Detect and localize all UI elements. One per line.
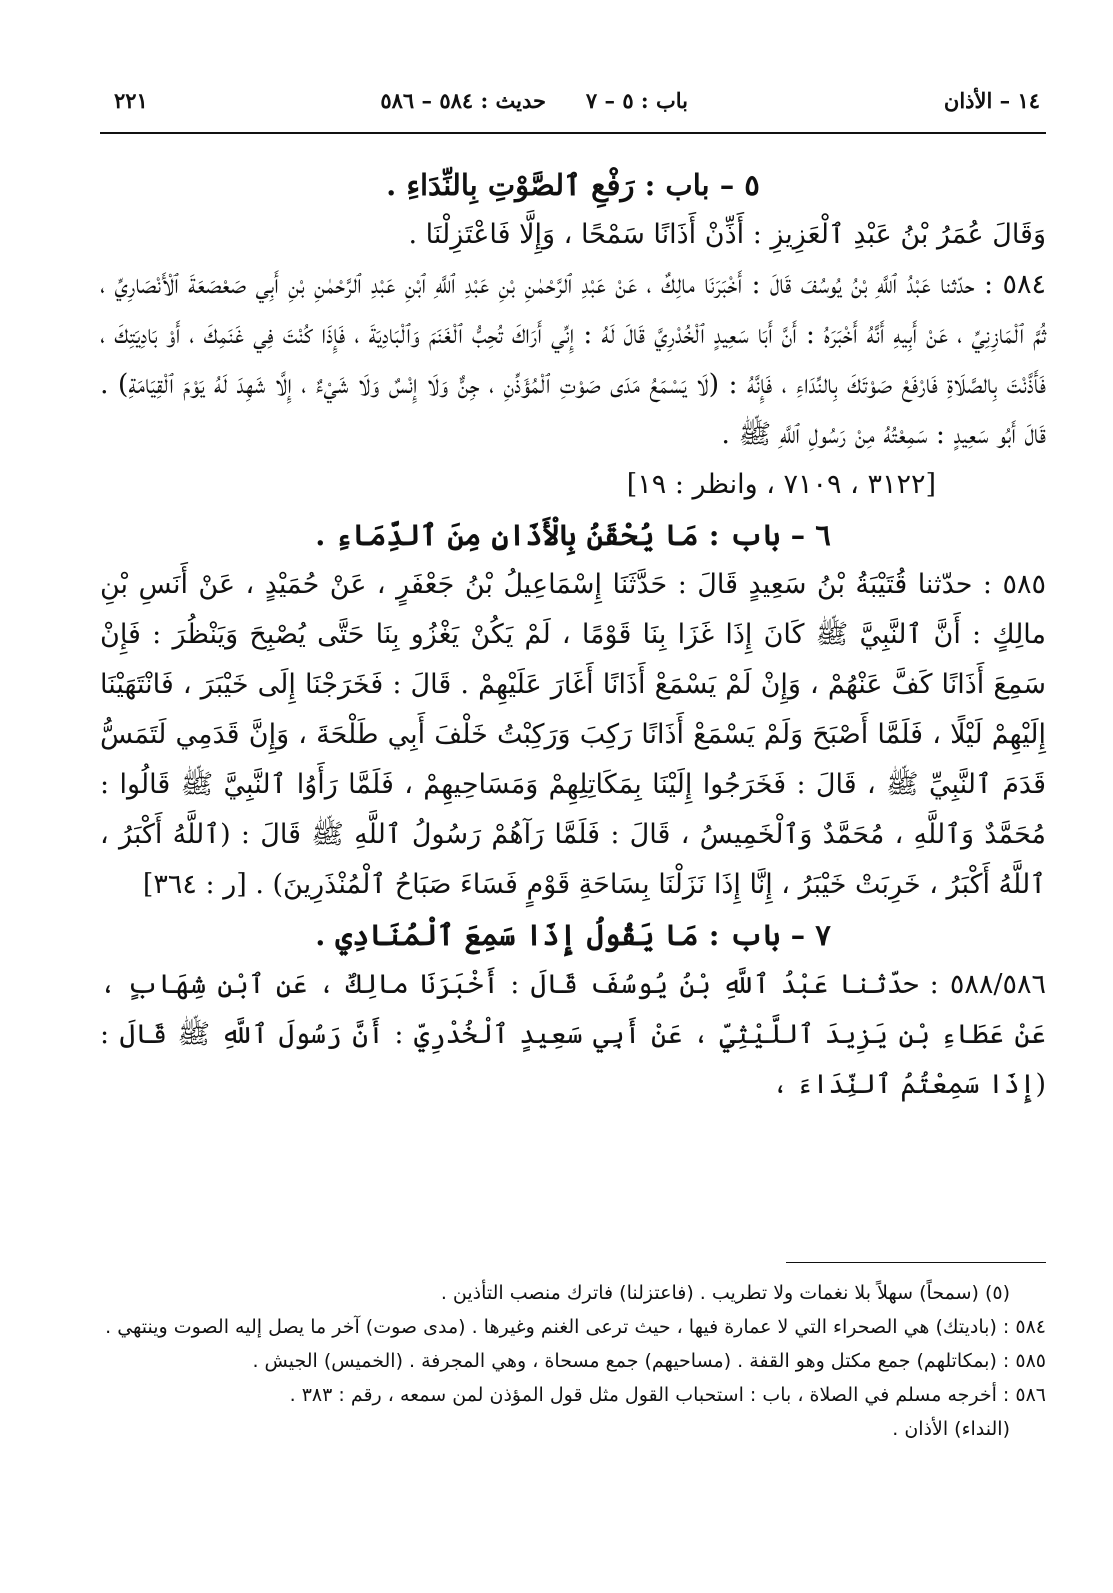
chapter-label: ٦ – باب : bbox=[708, 518, 831, 552]
chapter-title: رَفْعِ ٱلصَّوْتِ بِالنِّدَاءِ . bbox=[386, 168, 635, 202]
chapter-title: مَا يَقُولُ إِذَا سَمِعَ ٱلْمُنَادِي . bbox=[315, 918, 699, 952]
footnote-586-gloss: (النداء) الأذان . bbox=[892, 1418, 1010, 1440]
main-text bbox=[100, 160, 1046, 1110]
hadith-584: ٥٨٤ : حدّثنا عَبْدُ ٱللَّهِ بْنُ يُوسُفَ قَالَ : أَخْبَرَنَا مالِكٌ ، عَنْ عَبْدِ ٱلرَّحْمٰنِ بْنِ عَبْدِ ٱللَّهِ ٱبْنِ عَبْدِ ٱلرَّحْمٰنِ بْنِ أَبِي صَعْصَعَةَ ٱلْأَنْصَارِيِّ ، ثُمَّ ٱلْمَازِنِيِّ ، عَنْ أَبِيهِ أَنَّهُ أَخْبَرَهُ : أَنَّ أَبَا سَعِيدٍ ٱلْخُدْرِيَّ قَالَ لَهُ : إِنِّي أَرَاكَ تُحِبُّ ٱلْغَنَمَ وَٱلْبَادِيَةَ ، فَإِذَا كُنْتَ فِي غَنَمِكَ ، أَوْ بَادِيَتِكَ ، فَأَذَّنْتَ بِالصَّلَاةِ فَارْفَعْ صَوْتَكَ بِالنِّدَاءِ ، فَإِنَّهُ : (لَا يَسْمَعُ مَدَى صَوْتِ ٱلْمُؤَذِّنِ ، جِنٌّ وَلَا إِنْسٌ وَلَا شَيْءٌ ، إِلَّا شَهِدَ لَهُ يَوْمَ ٱلْقِيَامَةِ) . قَالَ أَبُو سَعِيدٍ : سَمِعْتُهُ مِنْ رَسُولِ ٱللَّهِ ﷺ . bbox=[100, 269, 1046, 450]
footnote-586: ٥٨٦ : أخرجه مسلم في الصلاة ، باب : استحباب القول مثل قول المؤذن لمن سمعه ، رقم : ٣٨٣ . bbox=[289, 1384, 1046, 1406]
header-chapter: ١٤ – الأذان bbox=[943, 88, 1040, 113]
chapter-label: ٧ – باب : bbox=[708, 918, 831, 952]
hadith-585: ٥٨٥ : حدّثنا قُتَيْبَةُ بْنُ سَعِيدٍ قَالَ : حَدَّثَنَا إِسْمَاعِيلُ بْنُ جَعْفَرٍ ، عَنْ حُمَيْدٍ ، عَنْ أَنَسِ بْنِ مالِكٍ : أَنَّ ٱلنَّبِيَّ ﷺ كَانَ إِذَا غَزَا بِنَا قَوْمًا ، لَمْ يَكُنْ يَغْزُو بِنَا حَتَّى يُصْبِحَ وَيَنْظُرَ : فَإِنْ سَمِعَ أَذَانًا كَفَّ عَنْهُمْ ، وَإِنْ لَمْ يَسْمَعْ أَذَانًا أَغَارَ عَلَيْهِمْ . قَالَ : فَخَرَجْنَا إِلَى خَيْبَرَ ، فَانْتَهَيْنَا إِلَيْهِمْ لَيْلًا ، فَلَمَّا أَصْبَحَ وَلَمْ يَسْمَعْ أَذَانًا رَكِبَ وَرَكِبْتُ خَلْفَ أَبِي طَلْحَةَ ، وَإِنَّ قَدَمِي لَتَمَسُّ قَدَمَ ٱلنَّبِيِّ ﷺ ، قَالَ : فَخَرَجُوا إِلَيْنَا بِمَكَاتِلِهِمْ وَمَسَاحِيهِمْ ، فَلَمَّا رَأَوُا ٱلنَّبِيَّ ﷺ قَالُوا : مُحَمَّدٌ وَٱللَّهِ ، مُحَمَّدٌ وَٱلْخَمِيسُ ، قَالَ : فَلَمَّا رَآهُمْ رَسُولُ ٱللَّهِ ﷺ قَالَ : (ٱللَّهُ أَكْبَرُ ، ٱللَّهُ أَكْبَرُ ، خَرِبَتْ خَيْبَرُ ، إِنَّا إِذَا نَزَلْنَا بِسَاحَةِ قَوْمٍ فَسَاءَ صَبَاحُ ٱلْمُنْذَرِينَ) . [ر : ٣٦٤] bbox=[100, 569, 1046, 900]
footnote-584: ٥٨٤ : (باديتك) هي الصحراء التي لا عمارة فيها ، حيث ترعى الغنم وغيرها . (مدى صوت) آخر ما يصل إليه الصوت وينتهي . bbox=[105, 1316, 1046, 1338]
footnote-divider bbox=[786, 1262, 1046, 1263]
chapter-heading-5 bbox=[100, 160, 1046, 210]
header-divider bbox=[100, 132, 1046, 134]
running-header bbox=[100, 84, 1046, 124]
header-bab-range: باب : ٥ – ٧ bbox=[585, 88, 688, 113]
hadith-584-references: [٣١٢٢ ، ٧١٠٩ ، وانظر : ١٩] bbox=[626, 469, 936, 500]
page-number: ٢٢١ bbox=[114, 88, 148, 113]
header-hadith-range: حديث : ٥٨٤ – ٥٨٦ bbox=[380, 88, 546, 113]
hadith-586: ٥٨٨/٥٨٦ : حدّثنا عَبْدُ ٱللَّهِ بْنُ يُوسُفَ قَالَ : أَخْبَرَنَا مالِكٌ ، عَنِ ٱبْنِ شِهَابٍ ، عَنْ عَطَاءِ بْنِ يَزِيدَ ٱللَّيْثِيِّ ، عَنْ أَبِي سَعِيدٍ ٱلْخُدْرِيِّ : أَنَّ رَسُولَ ٱللَّهِ ﷺ قَالَ : (إِذَا سَمِعْتُمُ ٱلنِّدَاءَ ، bbox=[100, 969, 1046, 1100]
chapter-intro: وَقَالَ عُمَرُ بْنُ عَبْدِ ٱلْعَزِيزِ : أَذِّنْ أَذَانًا سَمْحًا ، وَإِلَّا فَاعْتَزِلْنَا . bbox=[408, 219, 1046, 250]
chapter-title: مَا يُحْقَنُ بِالْأَذَانِ مِنَ ٱلدِّمَاءِ . bbox=[315, 518, 699, 552]
footnote-585: ٥٨٥ : (بمكاتلهم) جمع مكتل وهو القفة . (مساحيهم) جمع مسحاة ، وهي المجرفة . (الخميس) الجيش . bbox=[252, 1350, 1046, 1372]
footnotes bbox=[100, 1276, 1046, 1446]
chapter-label: ٥ – باب : bbox=[644, 168, 760, 202]
chapter-heading-6 bbox=[100, 510, 1046, 560]
book-page bbox=[100, 0, 1046, 1593]
chapter-heading-7 bbox=[100, 910, 1046, 960]
footnote-5: (٥) (سمحاً) سهلاً بلا نغمات ولا تطريب . (فاعتزلنا) فاترك منصب التأذين . bbox=[440, 1282, 1010, 1304]
